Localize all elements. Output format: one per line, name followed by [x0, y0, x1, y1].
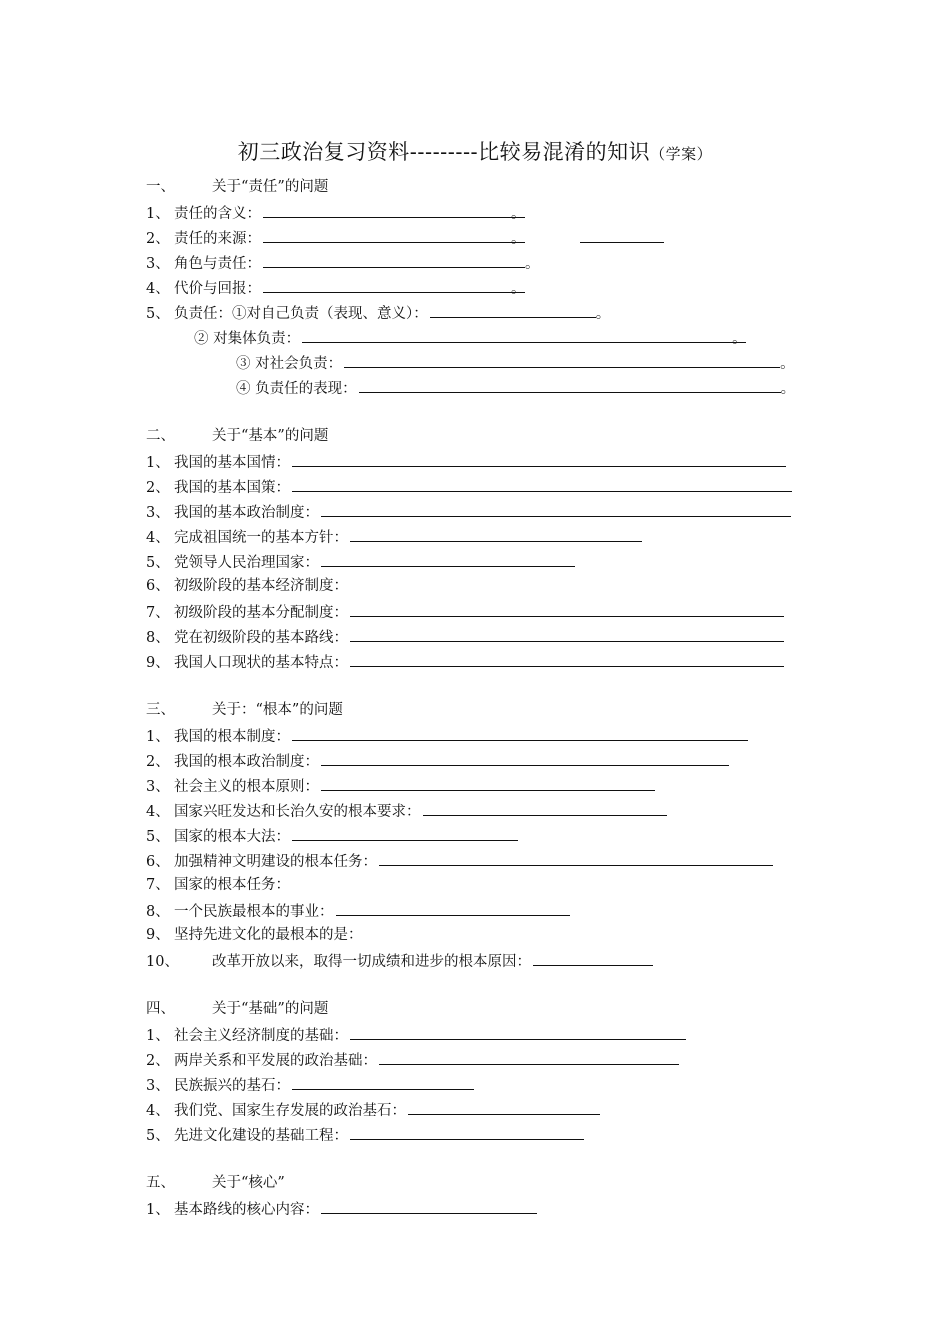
list-item [146, 1197, 537, 1219]
answer-blank[interactable] [344, 351, 780, 368]
answer-blank[interactable] [263, 276, 525, 293]
list-item [146, 1073, 474, 1095]
item-number: 6、 [146, 854, 170, 870]
answer-blank[interactable] [580, 226, 664, 243]
item-text: 民族振兴的基石： [174, 1078, 290, 1094]
list-item [146, 600, 784, 622]
answer-blank[interactable] [423, 799, 667, 816]
list-item [146, 201, 526, 223]
list-item [146, 749, 729, 771]
item-number: 10、 [146, 954, 179, 970]
section-label: 关于“基础”的问题 [212, 1001, 329, 1017]
answer-blank[interactable] [379, 1048, 679, 1065]
item-number: 6、 [146, 578, 170, 594]
item-text: 党领导人民治理国家： [174, 555, 319, 571]
list-item [146, 899, 570, 921]
section-number: 二、 [146, 428, 175, 444]
section-label: 关于“责任”的问题 [212, 179, 329, 195]
period: 。 [595, 306, 611, 322]
item-number: 4、 [146, 804, 170, 820]
period: 。 [780, 381, 796, 397]
item-text: 国家兴旺发达和长治久安的根本要求： [174, 804, 421, 820]
item-text: 我国的基本国策： [174, 480, 290, 496]
answer-blank[interactable] [350, 1023, 686, 1040]
answer-blank[interactable] [350, 525, 642, 542]
answer-blank[interactable] [408, 1098, 600, 1115]
answer-blank[interactable] [263, 201, 525, 218]
answer-blank[interactable] [350, 1123, 584, 1140]
item-number: 2、 [146, 1053, 170, 1069]
list-item [146, 525, 642, 547]
section-number: 三、 [146, 702, 175, 718]
section-2-heading [146, 425, 328, 447]
item-number: 2、 [146, 754, 170, 770]
answer-blank[interactable] [430, 301, 596, 318]
item-text: 完成祖国统一的基本方针： [174, 530, 348, 546]
list-item [146, 226, 664, 248]
item-number: 4、 [146, 1103, 170, 1119]
list-item [146, 1098, 600, 1120]
answer-blank[interactable] [321, 1197, 537, 1214]
item-number: 3、 [146, 505, 170, 521]
item-text: 我国的基本国情： [174, 455, 290, 471]
period: 。 [780, 356, 795, 372]
item-number: 4、 [146, 281, 170, 297]
list-item [146, 774, 655, 796]
item-text: ③ 对社会负责： [236, 356, 343, 372]
item-number: 2、 [146, 231, 170, 247]
item-text: 国家的根本大法： [174, 829, 290, 845]
item-number: 7、 [146, 605, 170, 621]
item-text: 负责任：①对自己负责（表现、意义）： [174, 306, 428, 322]
list-item [146, 874, 290, 896]
item-text: 我国的基本政治制度： [174, 505, 319, 521]
period: 。 [511, 281, 526, 297]
section-label: 关于：“根本”的问题 [212, 702, 343, 718]
list-item [146, 1048, 679, 1070]
list-item [146, 1123, 584, 1145]
section-5-heading [146, 1172, 285, 1194]
item-text: 初级阶段的基本分配制度： [174, 605, 348, 621]
answer-blank[interactable] [379, 849, 773, 866]
answer-blank[interactable] [263, 251, 525, 268]
section-number: 五、 [146, 1175, 175, 1191]
period: 。 [511, 231, 526, 247]
title-suffix: （学案） [650, 145, 713, 163]
item-number: 1、 [146, 206, 170, 222]
period: 。 [732, 331, 747, 347]
item-text: 我们党、国家生存发展的政治基石： [174, 1103, 406, 1119]
answer-blank[interactable] [321, 749, 729, 766]
answer-blank[interactable] [359, 376, 781, 393]
section-number: 四、 [146, 1001, 175, 1017]
answer-blank[interactable] [533, 949, 653, 966]
item-text: ④ 负责任的表现： [236, 381, 357, 397]
list-item [146, 450, 786, 472]
list-item [146, 500, 791, 522]
list-item [146, 650, 784, 672]
page-title [0, 136, 950, 166]
section-4-heading [146, 998, 328, 1020]
list-item [146, 1023, 686, 1045]
item-number: 1、 [146, 729, 170, 745]
item-number: 1、 [146, 455, 170, 471]
period: 。 [525, 256, 540, 272]
item-text: ② 对集体负责： [194, 331, 301, 347]
list-item [146, 924, 363, 946]
list-item [146, 724, 748, 746]
list-item [146, 799, 667, 821]
item-number: 4、 [146, 530, 170, 546]
title-text: 初三政治复习资料---------比较易混淆的知识 [237, 140, 651, 164]
answer-blank[interactable] [350, 600, 784, 617]
item-number: 1、 [146, 1202, 170, 1218]
item-number: 3、 [146, 256, 170, 272]
item-text: 党在初级阶段的基本路线： [174, 630, 348, 646]
item-number: 3、 [146, 779, 170, 795]
list-item [146, 301, 610, 323]
item-text: 责任的来源： [174, 231, 261, 247]
item-text: 社会主义经济制度的基础： [174, 1028, 348, 1044]
list-item [146, 550, 575, 572]
list-item [146, 475, 792, 497]
item-number: 8、 [146, 630, 170, 646]
item-text: 责任的含义： [174, 206, 261, 222]
answer-blank[interactable] [321, 774, 655, 791]
list-item [146, 849, 773, 871]
answer-blank[interactable] [350, 625, 784, 642]
list-item [146, 625, 784, 647]
item-number: 1、 [146, 1028, 170, 1044]
list-item [236, 376, 795, 398]
item-number: 9、 [146, 655, 170, 671]
item-text: 基本路线的核心内容： [174, 1202, 319, 1218]
item-text: 两岸关系和平发展的政治基础： [174, 1053, 377, 1069]
answer-blank[interactable] [292, 450, 786, 467]
section-number: 一、 [146, 179, 175, 195]
answer-blank[interactable] [336, 899, 570, 916]
item-number: 8、 [146, 904, 170, 920]
answer-blank[interactable] [302, 326, 746, 343]
item-text: 社会主义的根本原则： [174, 779, 319, 795]
list-item [194, 326, 747, 348]
list-item [236, 351, 795, 373]
section-1-heading [146, 176, 328, 198]
item-text: 国家的根本任务： [174, 877, 290, 893]
answer-blank[interactable] [263, 226, 525, 243]
answer-blank[interactable] [350, 650, 784, 667]
section-3-heading [146, 699, 343, 721]
item-number: 5、 [146, 555, 170, 571]
item-text: 我国的根本制度： [174, 729, 290, 745]
answer-blank[interactable] [321, 550, 575, 567]
item-number: 5、 [146, 1128, 170, 1144]
item-number: 3、 [146, 1078, 170, 1094]
item-number: 2、 [146, 480, 170, 496]
answer-blank[interactable] [292, 724, 748, 741]
answer-blank[interactable] [292, 1073, 474, 1090]
item-text: 先进文化建设的基础工程： [174, 1128, 348, 1144]
item-text: 我国的根本政治制度： [174, 754, 319, 770]
section-label: 关于“核心” [212, 1175, 285, 1191]
item-text: 加强精神文明建设的根本任务： [174, 854, 377, 870]
section-label: 关于“基本”的问题 [212, 428, 329, 444]
answer-blank[interactable] [321, 500, 791, 517]
item-number: 5、 [146, 306, 170, 322]
item-number: 9、 [146, 927, 170, 943]
list-item [146, 575, 348, 597]
item-number: 5、 [146, 829, 170, 845]
list-item [146, 251, 540, 273]
item-text: 角色与责任： [174, 256, 261, 272]
item-text: 我国人口现状的基本特点： [174, 655, 348, 671]
item-number: 7、 [146, 877, 170, 893]
item-text: 初级阶段的基本经济制度： [174, 578, 348, 594]
list-item [146, 276, 526, 298]
item-text: 一个民族最根本的事业： [174, 904, 334, 920]
item-text: 代价与回报： [174, 281, 261, 297]
answer-blank[interactable] [292, 475, 792, 492]
answer-blank[interactable] [292, 824, 518, 841]
period: 。 [511, 206, 526, 222]
item-text: 坚持先进文化的最根本的是： [174, 927, 363, 943]
list-item [146, 824, 518, 846]
item-text: 改革开放以来，取得一切成绩和进步的根本原因： [212, 954, 531, 970]
list-item [146, 949, 653, 971]
